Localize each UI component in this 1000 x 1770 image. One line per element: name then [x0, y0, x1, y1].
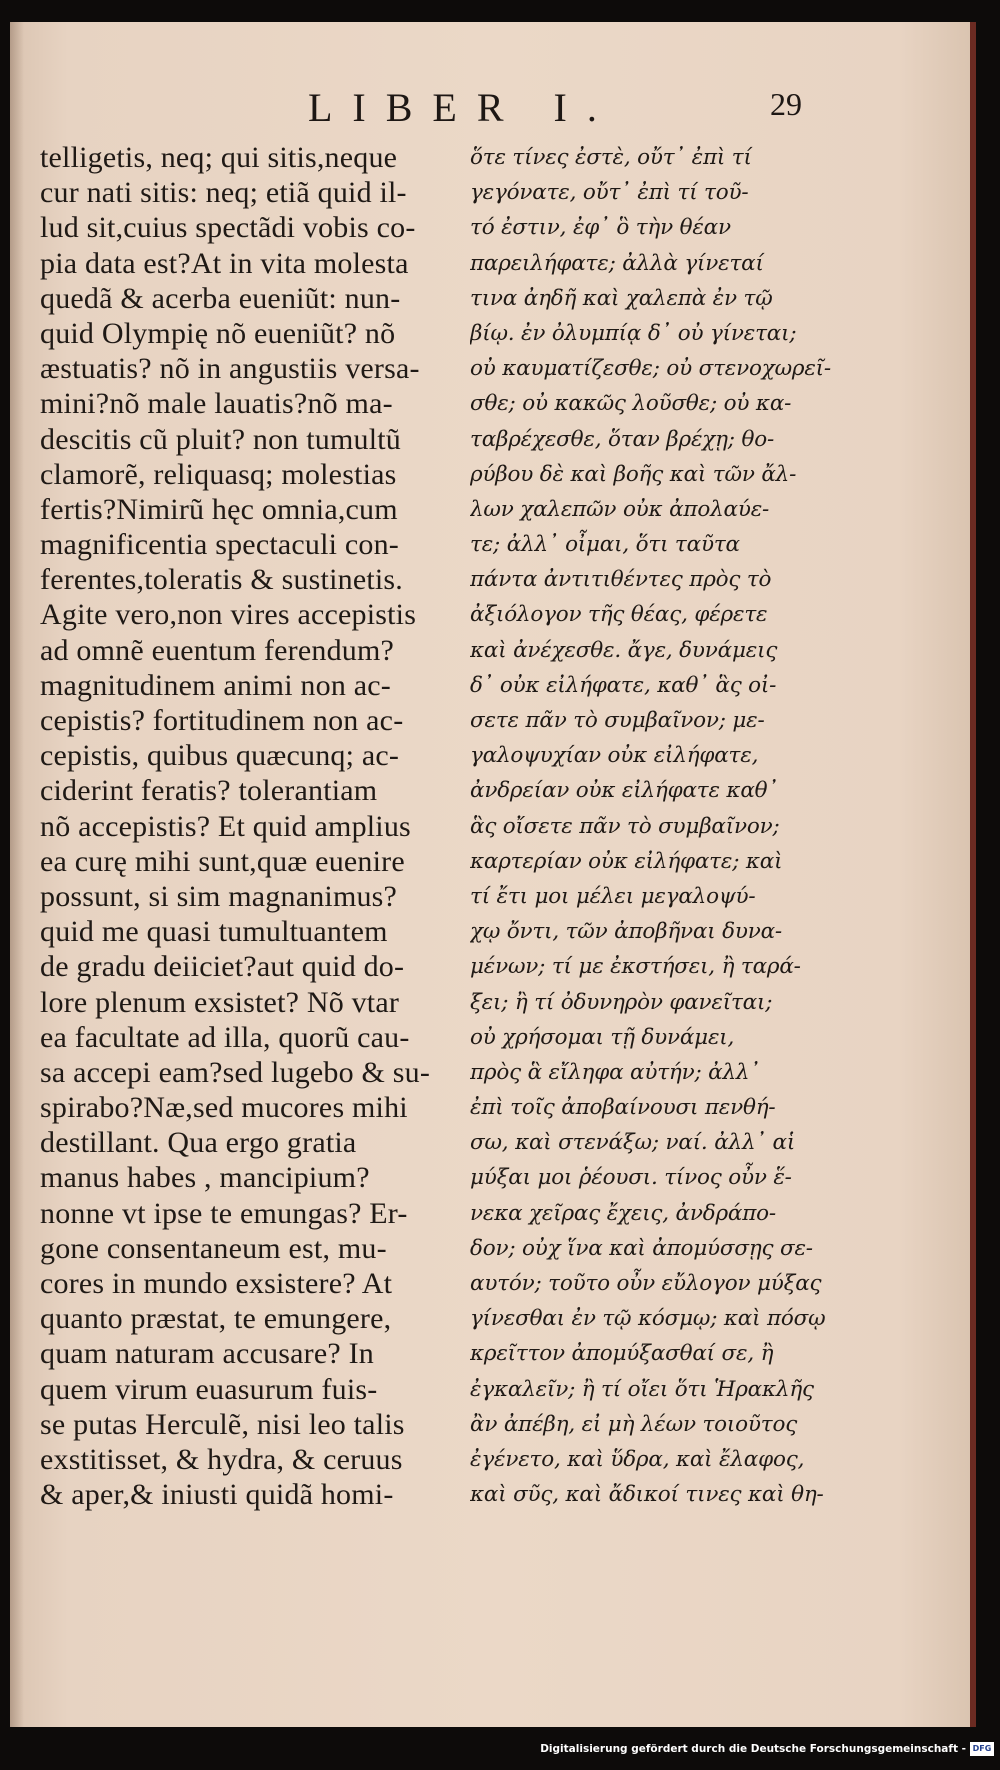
latin-text-line: de gradu deiiciet?aut quid do- — [40, 950, 405, 984]
greek-text-line: ἀνδρείαν οὐκ εἰλήφατε καθ᾽ — [470, 778, 778, 804]
latin-text-line: æstuatis? nõ in angustiis versa- — [40, 352, 420, 386]
latin-text-line: ea curę mihi sunt,quæ euenire — [40, 844, 405, 878]
latin-text-line: exstitisset, & hydra, & ceruus — [40, 1442, 403, 1476]
greek-text-line: μύξαι μοι ῥέουσι. τίνος οὖν ἕ- — [470, 1165, 792, 1191]
greek-text-line: δ᾽ οὐκ εἰλήφατε, καθ᾽ ἃς οἰ- — [470, 672, 777, 698]
greek-text-line: πρὸς ἃ εἴληφα αὐτήν; ἀλλ᾽ — [470, 1059, 760, 1085]
greek-text-line: τί ἔτι μοι μέλει μεγαλοψύ- — [470, 883, 756, 909]
latin-text-line: mini?nõ male lauatis?nõ ma- — [40, 387, 393, 421]
latin-text-line: quanto præstat, te emungere, — [40, 1302, 392, 1336]
greek-text-line: γαλοψυχίαν οὐκ εἰλήφατε, — [470, 743, 759, 769]
greek-text-line: οὐ χρήσομαι τῇ δυνάμει, — [470, 1024, 735, 1050]
latin-text-line: ad omnẽ euentum ferendum? — [40, 633, 395, 667]
page-header — [10, 82, 976, 132]
greek-text-line: λων χαλεπῶν οὐκ ἀπολαύε- — [470, 496, 770, 522]
latin-text-line: cores in mundo exsistere? At — [40, 1267, 393, 1300]
latin-text-line: manus habes , mancipium? — [40, 1161, 370, 1195]
greek-text-line: νεκα χεῖρας ἔχεις, ἀνδράπο- — [470, 1200, 776, 1226]
greek-text-line: τε; ἀλλ᾽ οἶμαι, ὅτι ταῦτα — [470, 532, 740, 558]
latin-text-line: quam naturam accusare? In — [40, 1337, 374, 1371]
latin-text-line: cepistis? fortitudinem non ac- — [40, 704, 404, 737]
greek-text-line: δον; οὐχ ἵνα καὶ ἀπομύσσῃς σε- — [470, 1235, 813, 1261]
greek-text-line: ἃς οἴσετε πᾶν τὸ συμβαῖνον; — [470, 813, 780, 839]
dfg-logo: DFG — [970, 1742, 994, 1756]
latin-text-line: nõ accepistis? Et quid amplius — [40, 809, 411, 843]
latin-text-line: quid me quasi tumultuantem — [40, 915, 388, 949]
greek-text-line: ἀξιόλογον τῆς θέας, φέρετε — [470, 602, 768, 628]
greek-text-line: ρύβου δὲ καὶ βοῆς καὶ τῶν ἄλ- — [470, 461, 797, 487]
page-gutter-shadow — [10, 22, 24, 1727]
latin-text-line: telligetis, neq; qui sitis,neque — [40, 141, 398, 174]
latin-text-line: quedã & acerba eueniũt: nun- — [40, 281, 401, 315]
greek-text-line: ἐγκαλεῖν; ἢ τί οἴει ὅτι Ἡρακλῆς — [470, 1376, 814, 1402]
greek-text-line: ἐγένετο, καὶ ὕδρα, καὶ ἔλαφος, — [470, 1446, 805, 1472]
cover-edge-strip — [970, 22, 976, 1727]
latin-text-line: quem virum euasurum fuis- — [40, 1372, 378, 1406]
greek-text-line: αυτόν; τοῦτο οὖν εὔλογον μύξας — [470, 1271, 822, 1296]
greek-text-line: τινα ἀηδῆ καὶ χαλεπὰ ἐν τῷ — [470, 285, 773, 311]
latin-text-line: fertis?Nimirũ hęc omnia,cum — [40, 492, 398, 526]
digitization-footer — [0, 1734, 1000, 1770]
greek-text-line: σετε πᾶν τὸ συμβαῖνον; με- — [470, 708, 765, 733]
funding-credit: Digitalisierung gefördert durch die Deutsche Forschungsgemeinschaft - — [540, 1743, 966, 1755]
latin-text-line: spirabo?Næ,sed mucores mihi — [40, 1091, 408, 1125]
greek-text-line: παρειλήφατε; ἀλλὰ γίνεταί — [470, 250, 764, 276]
greek-text-line: κρεῖττον ἀπομύξασθαί σε, ἢ — [470, 1341, 774, 1367]
latin-text-line: pia data est?At in vita molesta — [40, 246, 409, 280]
latin-text-line: magnificentia spectaculi con- — [40, 528, 399, 562]
greek-text-line: ἐπὶ τοῖς ἀποβαίνουσι πενθή- — [470, 1095, 776, 1121]
latin-text-line: magnitudinem animi non ac- — [40, 668, 391, 702]
greek-text-line: ταβρέχεσθε, ὅταν βρέχῃ; θο- — [470, 426, 775, 452]
page-number: 29 — [770, 86, 802, 122]
book-page — [10, 22, 976, 1727]
latin-text-line: cur nati sitis: neq; etiã quid il- — [40, 176, 407, 210]
latin-text-line: sa accepi eam?sed lugebo & su- — [40, 1055, 431, 1089]
greek-text-line: τό ἐστιν, ἐφ᾽ ὃ τὴν θέαν — [470, 215, 731, 241]
greek-text-column — [470, 140, 970, 1512]
latin-text-line: ferentes,toleratis & sustinetis. — [40, 563, 403, 597]
latin-text-line: quid Olympię nõ eueniũt? nõ — [40, 316, 396, 350]
greek-text-line: σω, καὶ στενάξω; ναί. ἀλλ᾽ αἱ — [470, 1130, 796, 1156]
latin-text-line: & aper,& iniusti quidã homi- — [40, 1478, 394, 1512]
greek-text-line: καὶ ἀνέχεσθε. ἄγε, δυνάμεις — [470, 637, 778, 663]
latin-text-line: se putas Herculẽ, nisi leo talis — [40, 1407, 405, 1441]
latin-text-line: destillant. Qua ergo gratia — [40, 1126, 357, 1160]
latin-text-line: gone consentaneum est, mu- — [40, 1231, 387, 1265]
greek-text-line: ὅτε τίνες ἐστὲ, οὔτ᾽ ἐπὶ τί — [470, 145, 752, 170]
greek-text-line: γίνεσθαι ἐν τῷ κόσμῳ; καὶ πόσῳ — [470, 1306, 826, 1332]
greek-text-line: σθε; οὐ κακῶς λοῦσθε; οὐ κα- — [470, 391, 792, 417]
greek-text-line: καρτερίαν οὐκ εἰλήφατε; καὶ — [470, 848, 783, 874]
latin-text-line: Agite vero,non vires accepistis — [40, 598, 417, 632]
latin-text-line: lud sit,cuius spectãdi vobis co- — [40, 211, 416, 245]
greek-text-line: πάντα ἀντιτιθέντες πρὸς τὸ — [470, 567, 772, 593]
greek-text-line: χῳ ὄντι, τῶν ἀποβῆναι δυνα- — [470, 919, 782, 945]
running-title: LIBER I. — [308, 85, 617, 130]
greek-text-line: ξει; ἢ τί ὀδυνηρὸν φανεῖται; — [470, 989, 773, 1015]
greek-text-line: καὶ σῦς, καὶ ἄδικοί τινες καὶ θη- — [470, 1482, 824, 1508]
latin-text-line: clamorẽ, reliquasq; molestias — [40, 457, 397, 491]
latin-text-column — [40, 140, 470, 1512]
latin-text-line: nonne vt ipse te emungas? Er- — [40, 1196, 408, 1230]
latin-text-line: cepistis, quibus quæcunq; ac- — [40, 739, 400, 773]
latin-text-line: descitis cũ pluit? non tumultũ — [40, 422, 401, 456]
greek-text-line: μένων; τί με ἐκστήσει, ἢ ταρά- — [470, 954, 801, 980]
latin-text-line: lore plenum exsistet? Nõ vtar — [40, 985, 400, 1019]
latin-text-line: ea facultate ad illa, quorũ cau- — [40, 1020, 410, 1054]
latin-text-line: possunt, si sim magnanimus? — [40, 879, 398, 913]
greek-text-line: γεγόνατε, οὔτ᾽ ἐπὶ τί τοῦ- — [470, 180, 749, 206]
greek-text-line: οὐ καυματίζεσθε; οὐ στενοχωρεῖ- — [470, 356, 831, 382]
greek-text-line: βίῳ. ἐν ὀλυμπίᾳ δ᾽ οὐ γίνεται; — [470, 320, 797, 346]
greek-text-line: ἂν ἀπέβη, εἰ μὴ λέων τοιοῦτος — [470, 1411, 798, 1437]
latin-text-line: ciderint feratis? tolerantiam — [40, 774, 378, 808]
